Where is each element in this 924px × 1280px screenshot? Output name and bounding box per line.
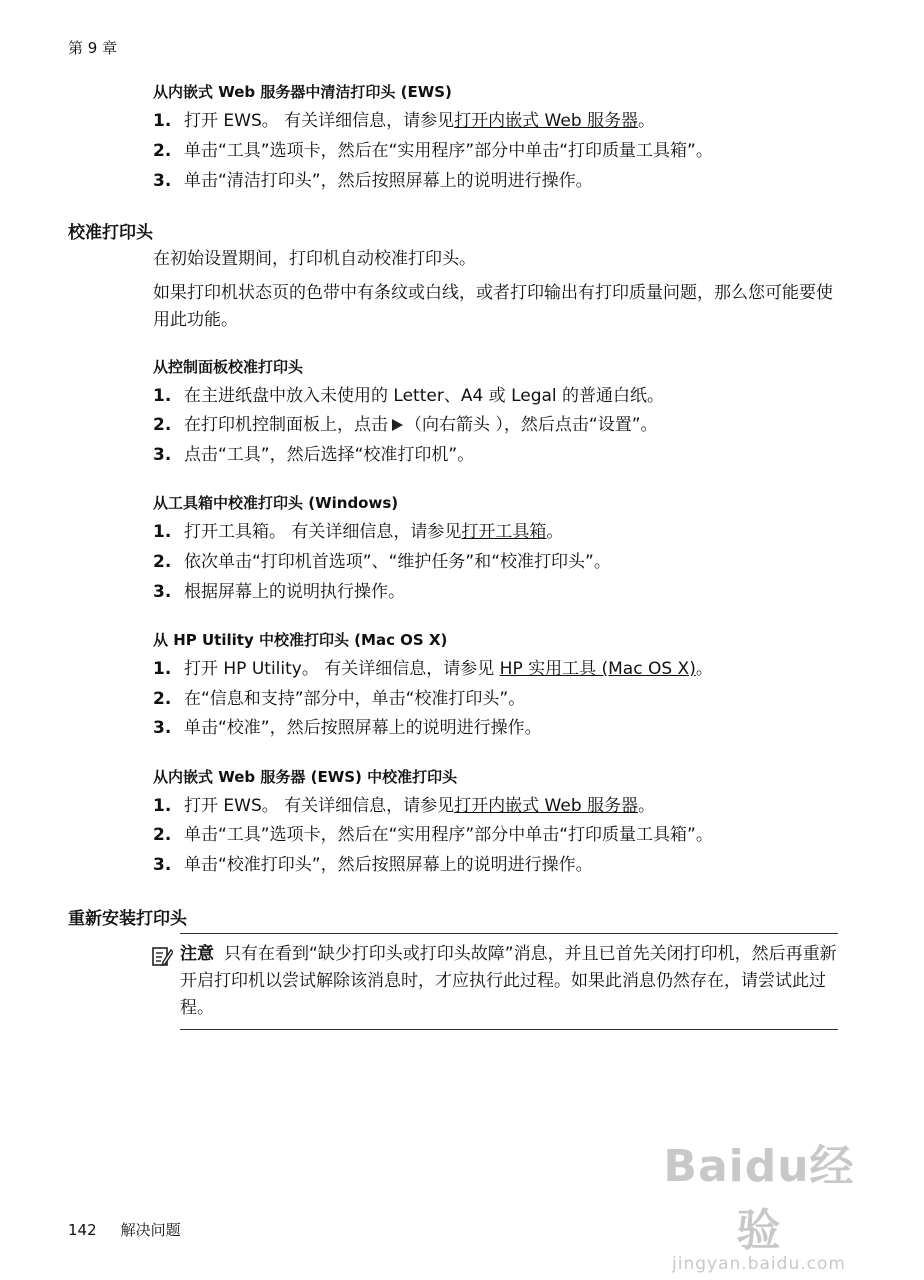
watermark-url: jingyan.baidu.com	[672, 1254, 846, 1274]
step-text: 在“信息和支持”部分中，单击“校准打印头”。	[184, 689, 526, 709]
step-number: 1.	[153, 522, 172, 542]
note-pencil-icon	[151, 945, 173, 967]
link-hp-utility[interactable]: HP 实用工具 (Mac OS X)	[499, 659, 696, 679]
step-number: 1.	[153, 386, 172, 406]
chapter-label: 第 9 章	[68, 39, 118, 57]
step-item	[153, 791, 655, 816]
note-box	[180, 933, 838, 1030]
step-number: 2.	[153, 141, 172, 161]
subheading-mac: 从 HP Utility 中校准打印头 (Mac OS X)	[153, 631, 448, 649]
step-text: 单击“工具”选项卡，然后在“实用程序”部分中单击“打印质量工具箱”。	[184, 825, 713, 845]
step-number: 2.	[153, 415, 172, 435]
step-text: （向右箭头 ），然后点击“设置”。	[405, 415, 658, 435]
step-text: 打开工具箱。 有关详细信息，请参见	[184, 522, 462, 542]
step-number: 1.	[153, 796, 172, 816]
note-text	[180, 941, 838, 1022]
step-tail: 。	[638, 796, 656, 816]
subheading-ews-align: 从内嵌式 Web 服务器 (EWS) 中校准打印头	[153, 768, 458, 786]
step-text: 单击“清洁打印头”，然后按照屏幕上的说明进行操作。	[184, 171, 593, 191]
step-item	[153, 713, 542, 738]
step-number: 2.	[153, 552, 172, 572]
step-item	[153, 381, 664, 406]
step-text: 在主进纸盘中放入未使用的 Letter、A4 或 Legal 的普通白纸。	[184, 386, 665, 406]
step-text: 依次单击“打印机首选项”、“维护任务”和“校准打印头”。	[184, 552, 611, 572]
step-item	[153, 850, 593, 875]
page-number: 142	[68, 1221, 97, 1239]
step-number: 2.	[153, 825, 172, 845]
subheading-panel: 从控制面板校准打印头	[153, 358, 304, 376]
note-body: 只有在看到“缺少打印头或打印头故障”消息，并且已首先关闭打印机，然后再重新开启打印机以尝试解除该消息时，才应执行此过程。如果此消息仍然存在，请尝试此过程。	[180, 944, 837, 1018]
step-number: 1.	[153, 659, 172, 679]
step-tail: 。	[638, 111, 656, 131]
step-item	[153, 410, 658, 435]
step-text: 打开 HP Utility。 有关详细信息，请参见	[184, 659, 500, 679]
step-tail: 。	[546, 522, 564, 542]
step-text: 在打印机控制面板上，点击	[184, 415, 388, 435]
step-item	[153, 820, 713, 845]
watermark-logo: Baidu经验	[663, 1141, 855, 1256]
step-number: 3.	[153, 171, 172, 191]
step-text: 单击“校准”，然后按照屏幕上的说明进行操作。	[184, 718, 542, 738]
watermark	[644, 1130, 874, 1274]
link-open-ews[interactable]: 打开内嵌式 Web 服务器	[454, 111, 639, 131]
subheading-windows: 从工具箱中校准打印头 (Windows)	[153, 494, 399, 512]
step-item	[153, 654, 713, 679]
step-item	[153, 577, 405, 602]
step-number: 2.	[153, 689, 172, 709]
paragraph-when-to-use: 如果打印机状态页的色带中有条纹或白线，或者打印输出有打印质量问题，那么您可能要使用此功能。	[153, 283, 833, 330]
step-text: 根据屏幕上的说明执行操作。	[184, 582, 405, 602]
subheading-clean-ews: 从内嵌式 Web 服务器中清洁打印头 (EWS)	[153, 83, 452, 101]
heading-align: 校准打印头	[68, 223, 153, 243]
note-label: 注意	[180, 944, 214, 964]
step-item	[153, 440, 474, 465]
page-footer	[68, 1219, 181, 1240]
link-open-ews[interactable]: 打开内嵌式 Web 服务器	[454, 796, 639, 816]
step-item	[153, 166, 593, 191]
step-text: 单击“工具”选项卡，然后在“实用程序”部分中单击“打印质量工具箱”。	[184, 141, 713, 161]
step-item	[153, 106, 655, 131]
step-number: 1.	[153, 111, 172, 131]
step-item	[153, 136, 713, 161]
step-item	[153, 547, 611, 572]
footer-section: 解决问题	[120, 1221, 181, 1239]
step-item	[153, 517, 563, 542]
step-text: 单击“校准打印头”，然后按照屏幕上的说明进行操作。	[184, 855, 593, 875]
link-open-toolbox[interactable]: 打开工具箱	[461, 522, 547, 542]
step-text: 点击“工具”，然后选择“校准打印机”。	[184, 445, 475, 465]
heading-reinstall: 重新安装打印头	[68, 909, 187, 929]
step-number: 3.	[153, 582, 172, 602]
step-number: 3.	[153, 718, 172, 738]
paragraph-initial-setup: 在初始设置期间，打印机自动校准打印头。	[153, 249, 476, 269]
step-tail: 。	[695, 659, 713, 679]
step-number: 3.	[153, 855, 172, 875]
step-text: 打开 EWS。 有关详细信息，请参见	[184, 796, 455, 816]
step-text: 打开 EWS。 有关详细信息，请参见	[184, 111, 455, 131]
step-item	[153, 684, 525, 709]
right-arrow-icon	[392, 419, 403, 431]
step-number: 3.	[153, 445, 172, 465]
